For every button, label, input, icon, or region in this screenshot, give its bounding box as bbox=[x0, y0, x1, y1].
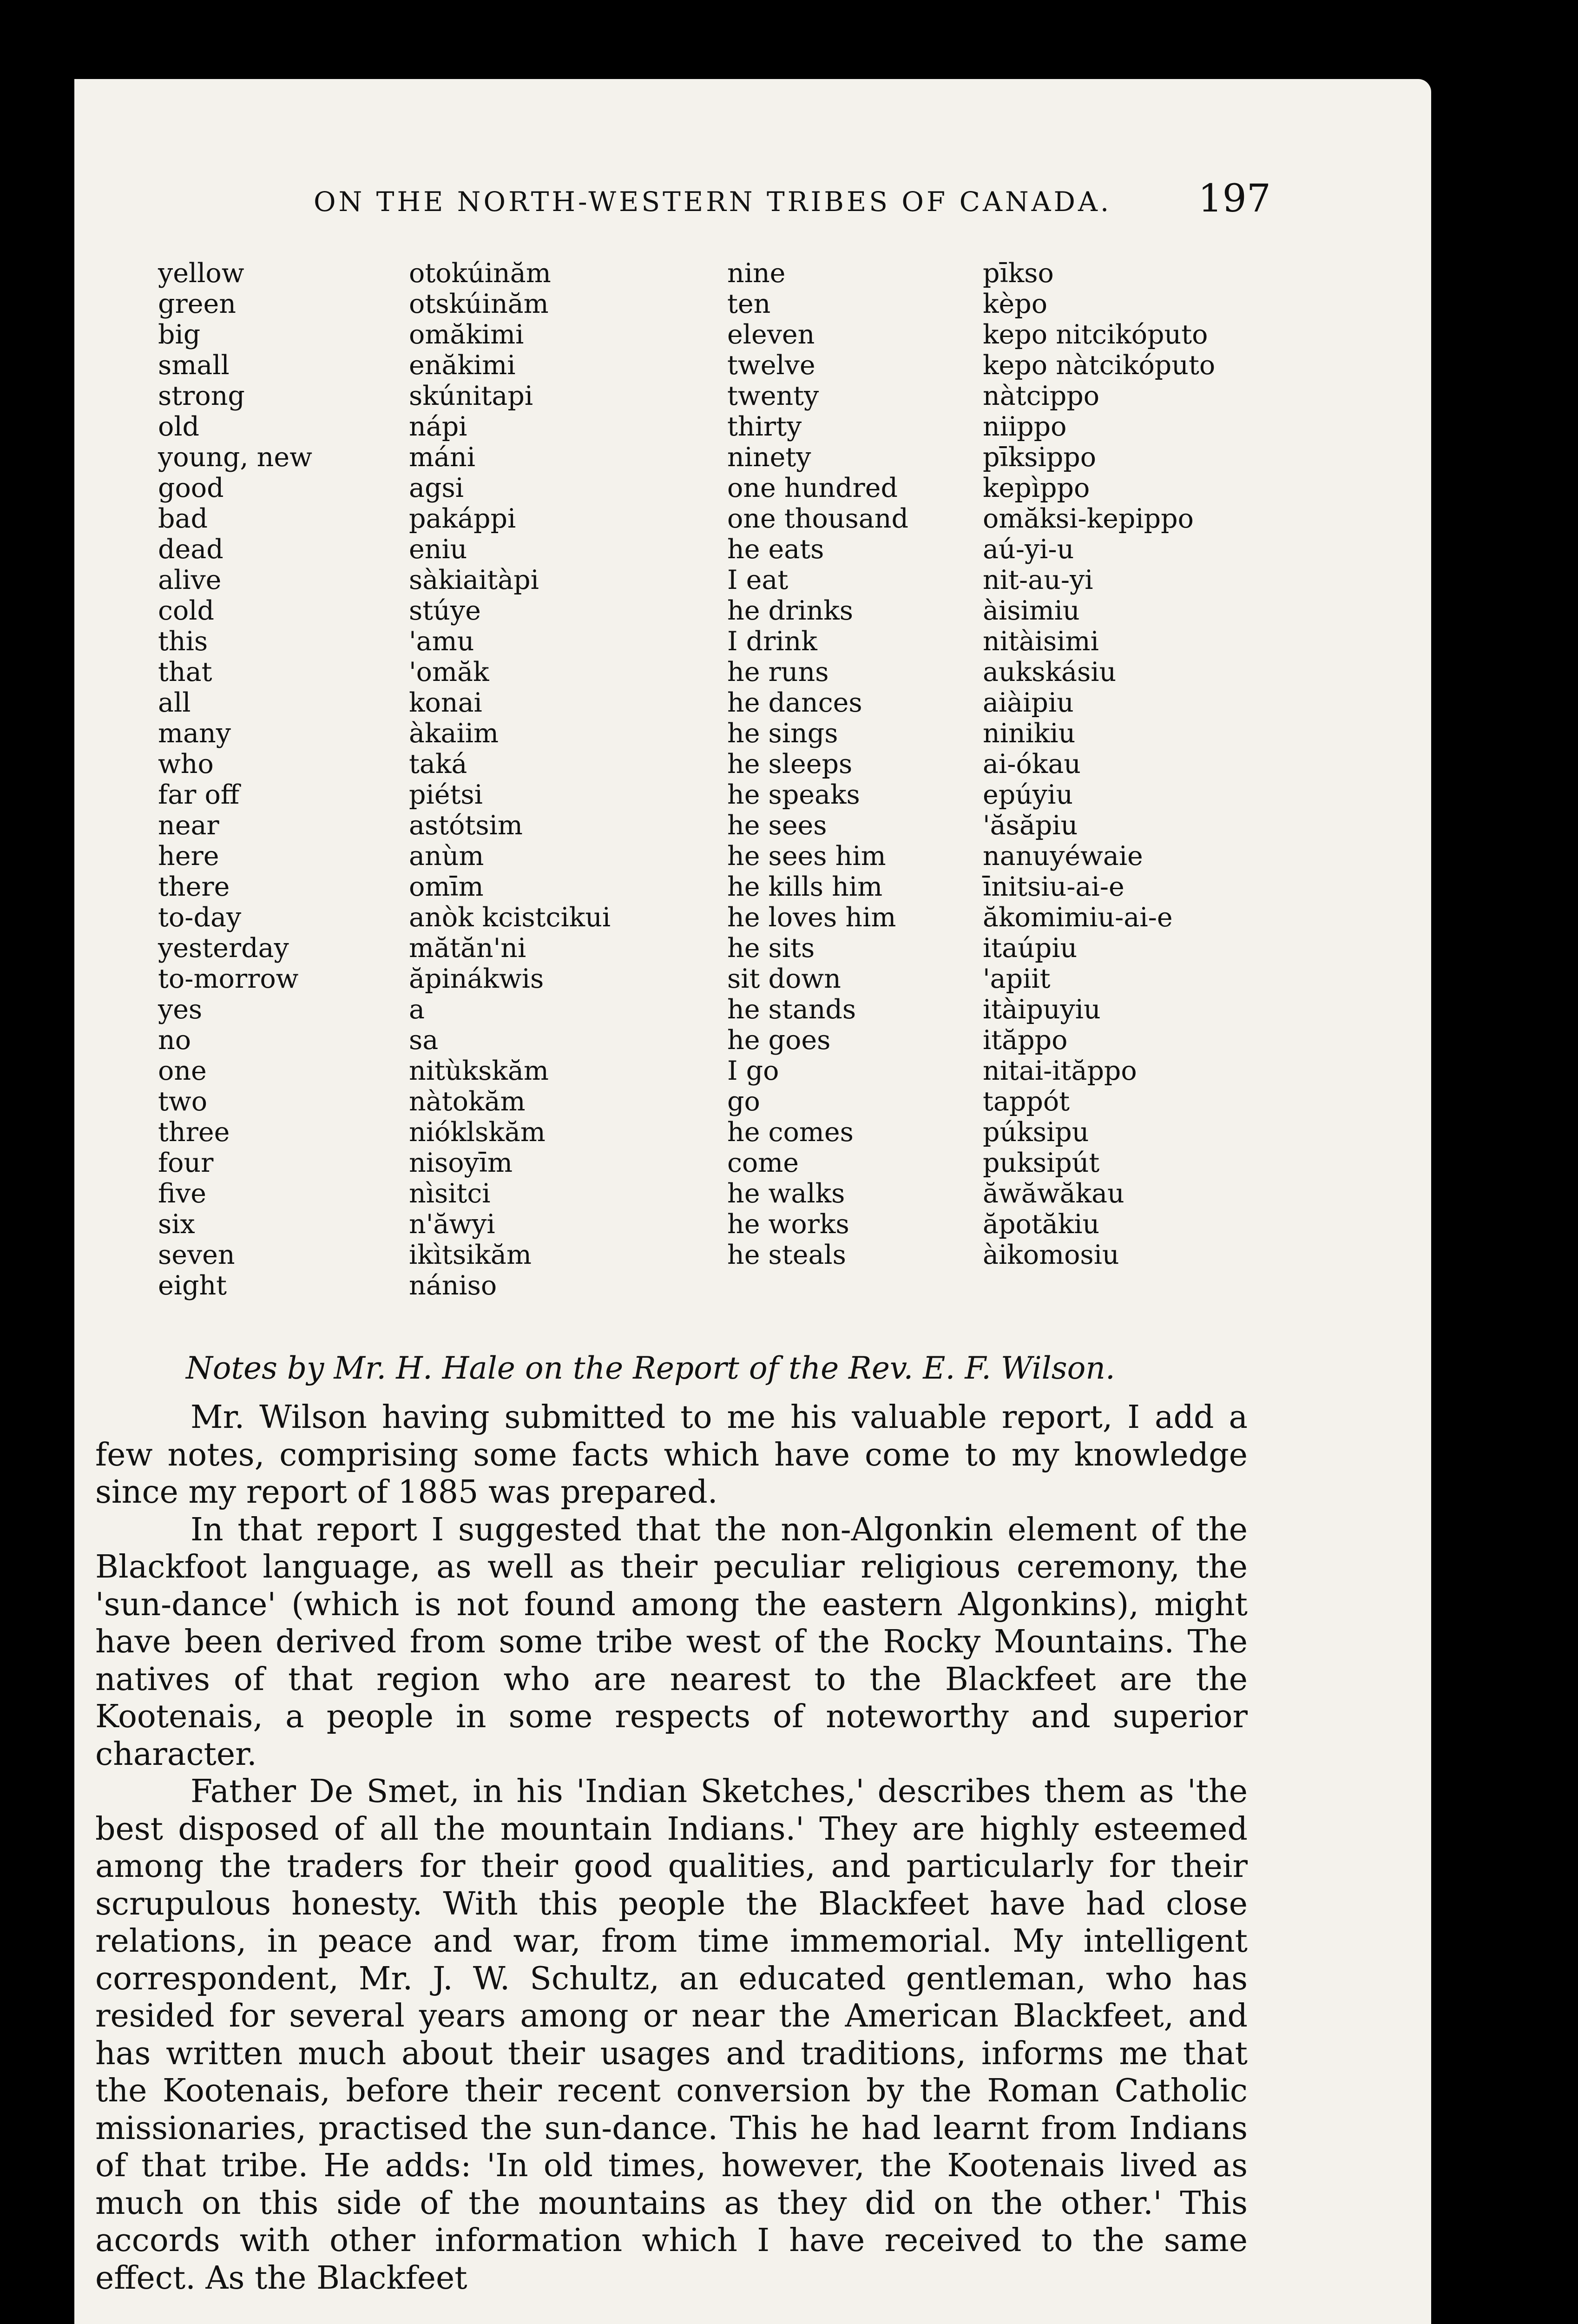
vocab-entry: nàtcippo bbox=[983, 381, 1100, 411]
vocab-col-english-1 bbox=[158, 258, 381, 1301]
vocab-entry: nióklskăm bbox=[409, 1117, 546, 1148]
vocab-entry: four bbox=[158, 1148, 214, 1178]
vocab-entry: taká bbox=[409, 749, 467, 779]
vocab-entry: otskúinăm bbox=[409, 289, 549, 319]
vocab-entry: nitai-ităppo bbox=[983, 1056, 1137, 1086]
vocab-entry: nitùkskăm bbox=[409, 1056, 549, 1086]
vocab-entry: sit down bbox=[727, 964, 841, 994]
vocab-entry: aú-yi-u bbox=[983, 534, 1074, 565]
vocab-entry: alive bbox=[158, 565, 222, 595]
vocab-entry: nàtokăm bbox=[409, 1086, 526, 1117]
vocab-entry: ăpinákwis bbox=[409, 964, 544, 994]
vocab-entry: five bbox=[158, 1178, 206, 1209]
vocab-entry: ai-ókau bbox=[983, 749, 1081, 779]
vocab-entry: ăwăwăkau bbox=[983, 1178, 1124, 1209]
vocab-entry: he stands bbox=[727, 994, 856, 1025]
vocab-entry: thirty bbox=[727, 411, 802, 442]
vocab-col-native-2 bbox=[983, 258, 1271, 1270]
vocab-entry: nisoyīm bbox=[409, 1148, 513, 1178]
vocab-entry: niippo bbox=[983, 411, 1067, 442]
vocab-entry: there bbox=[158, 872, 230, 902]
vocab-entry: itàipuyiu bbox=[983, 994, 1101, 1025]
vocab-entry: twenty bbox=[727, 381, 819, 411]
vocab-entry: ikìtsikăm bbox=[409, 1240, 532, 1270]
vocab-entry: come bbox=[727, 1148, 799, 1178]
vocab-entry: aukskásiu bbox=[983, 657, 1117, 687]
page-header bbox=[235, 177, 1271, 223]
vocab-entry: he sleeps bbox=[727, 749, 853, 779]
vocab-entry: anòk kcistcikui bbox=[409, 902, 611, 933]
vocab-entry: he sits bbox=[727, 933, 815, 964]
vocab-entry: īnitsiu-ai-e bbox=[983, 872, 1124, 902]
vocab-entry: n'ăwyi bbox=[409, 1209, 495, 1240]
vocab-entry: to-day bbox=[158, 902, 242, 933]
vocab-entry: two bbox=[158, 1086, 208, 1117]
vocab-entry: otokúinăm bbox=[409, 258, 551, 289]
vocab-entry: nanuyéwaie bbox=[983, 841, 1143, 872]
vocab-entry: strong bbox=[158, 381, 245, 411]
vocab-entry: young, new bbox=[158, 442, 312, 473]
vocab-entry: nine bbox=[727, 258, 786, 289]
vocab-entry: one bbox=[158, 1056, 207, 1086]
vocab-entry: one hundred bbox=[727, 473, 898, 503]
vocab-entry: many bbox=[158, 718, 231, 749]
vocab-entry: sàkiaitàpi bbox=[409, 565, 539, 595]
vocab-entry: yes bbox=[158, 994, 203, 1025]
vocab-entry: to-morrow bbox=[158, 964, 299, 994]
vocab-entry: àikomosiu bbox=[983, 1240, 1119, 1270]
vocab-entry: seven bbox=[158, 1240, 235, 1270]
vocab-entry: he speaks bbox=[727, 779, 860, 810]
vocab-entry: he sees bbox=[727, 810, 827, 841]
vocab-entry: pīkso bbox=[983, 258, 1054, 289]
vocab-entry: sa bbox=[409, 1025, 439, 1056]
vocab-entry: 'apiit bbox=[983, 964, 1051, 994]
vocab-entry: nápi bbox=[409, 411, 467, 442]
vocab-entry: near bbox=[158, 810, 219, 841]
vocab-entry: anùm bbox=[409, 841, 484, 872]
vocab-entry: he loves him bbox=[727, 902, 896, 933]
vocab-entry: go bbox=[727, 1086, 760, 1117]
vocab-entry: kepo nàtcikóputo bbox=[983, 350, 1216, 381]
vocab-entry: ităppo bbox=[983, 1025, 1068, 1056]
vocab-entry: that bbox=[158, 657, 212, 687]
vocab-entry: 'omăk bbox=[409, 657, 489, 687]
vocab-entry: itaúpiu bbox=[983, 933, 1078, 964]
vocab-entry: he goes bbox=[727, 1025, 831, 1056]
vocab-entry: six bbox=[158, 1209, 195, 1240]
vocab-entry: nìsitci bbox=[409, 1178, 491, 1209]
vocab-entry: àkaiim bbox=[409, 718, 499, 749]
vocab-entry: he works bbox=[727, 1209, 849, 1240]
vocab-entry: kèpo bbox=[983, 289, 1048, 319]
vocab-entry: green bbox=[158, 289, 236, 319]
vocab-entry: who bbox=[158, 749, 214, 779]
vocab-entry: this bbox=[158, 626, 208, 657]
paragraph: Father De Smet, in his 'Indian Sketches,' describes them as 'the best disposed of all the mountain Indians.' They are highly esteemed among the traders for their good qualities, and particularly for their scrupulous honesty. With this people the Blackfeet have had close relations, in peace and war, from time immemorial. My intelligent correspondent, Mr. J. W. Schultz, an educated gentleman, who has resided for several years among or near the American Blackfeet, and has written much about their usages and traditions, informs me that the Kootenais, before their recent conversion by the Roman Catholic missionaries, practised the sun-dance. This he had learnt from Indians of that tribe. He adds: 'In old times, however, the Kootenais lived as much on this side of the mountains as they did on the other.' This accords with other information which I have received to the same effect. As the Blackfeet bbox=[95, 1773, 1248, 2297]
vocab-entry: tappót bbox=[983, 1086, 1070, 1117]
notes-body bbox=[95, 1399, 1248, 2297]
vocab-entry: 'ăsăpiu bbox=[983, 810, 1078, 841]
vocab-entry: ten bbox=[727, 289, 771, 319]
vocab-entry: eniu bbox=[409, 534, 467, 565]
vocab-entry: yellow bbox=[158, 258, 244, 289]
vocab-entry: astótsim bbox=[409, 810, 523, 841]
vocab-entry: he sings bbox=[727, 718, 838, 749]
vocab-entry: máni bbox=[409, 442, 475, 473]
vocab-entry: all bbox=[158, 687, 191, 718]
vocab-entry: cold bbox=[158, 595, 214, 626]
vocab-entry: piétsi bbox=[409, 779, 483, 810]
vocab-entry: púksipu bbox=[983, 1117, 1089, 1148]
vocab-entry: he dances bbox=[727, 687, 862, 718]
vocab-entry: he runs bbox=[727, 657, 829, 687]
vocab-entry: far off bbox=[158, 779, 240, 810]
vocab-entry: he eats bbox=[727, 534, 824, 565]
vocab-entry: three bbox=[158, 1117, 230, 1148]
vocab-entry: nitàisimi bbox=[983, 626, 1099, 657]
vocab-entry: big bbox=[158, 319, 201, 350]
vocab-entry: nániso bbox=[409, 1270, 497, 1301]
vocab-entry: I go bbox=[727, 1056, 779, 1086]
vocab-entry: omăksi-kepippo bbox=[983, 503, 1194, 534]
vocab-entry: ninikiu bbox=[983, 718, 1076, 749]
vocab-entry: nit-au-yi bbox=[983, 565, 1093, 595]
vocab-entry: omăkimi bbox=[409, 319, 524, 350]
vocab-entry: kepo nitcikóputo bbox=[983, 319, 1208, 350]
paragraph: Mr. Wilson having submitted to me his valuable report, I add a few notes, comprising some facts which have come to my knowledge since my report of 1885 was prepared. bbox=[95, 1399, 1248, 1511]
vocab-entry: ăpotăkiu bbox=[983, 1209, 1100, 1240]
vocab-entry: dead bbox=[158, 534, 224, 565]
vocab-entry: small bbox=[158, 350, 230, 381]
vocab-entry: stúye bbox=[409, 595, 481, 626]
vocab-entry: mătăn'ni bbox=[409, 933, 526, 964]
vocab-entry: aiàipiu bbox=[983, 687, 1074, 718]
vocab-entry: he walks bbox=[727, 1178, 845, 1209]
vocab-entry: omīm bbox=[409, 872, 484, 902]
vocab-entry: kepìppo bbox=[983, 473, 1090, 503]
vocab-col-english-2 bbox=[727, 258, 978, 1270]
vocab-entry: 'amu bbox=[409, 626, 474, 657]
vocab-entry: eight bbox=[158, 1270, 227, 1301]
vocab-entry: no bbox=[158, 1025, 191, 1056]
vocab-entry: I eat bbox=[727, 565, 789, 595]
vocab-entry: ninety bbox=[727, 442, 811, 473]
vocab-entry: good bbox=[158, 473, 224, 503]
vocab-entry: he drinks bbox=[727, 595, 854, 626]
vocab-entry: àisimiu bbox=[983, 595, 1080, 626]
running-title: ON THE NORTH-WESTERN TRIBES OF CANADA. bbox=[314, 186, 1112, 218]
vocab-entry: agsi bbox=[409, 473, 464, 503]
vocab-col-native-1 bbox=[409, 258, 706, 1301]
vocab-entry: konai bbox=[409, 687, 482, 718]
page-number: 197 bbox=[1198, 177, 1271, 221]
vocab-entry: pakáppi bbox=[409, 503, 516, 534]
notes-title: Notes by Mr. H. Hale on the Report of the Rev. E. F. Wilson. bbox=[186, 1350, 1115, 1386]
vocab-entry: ăkomimiu-ai-e bbox=[983, 902, 1173, 933]
vocab-entry: he steals bbox=[727, 1240, 846, 1270]
vocab-entry: twelve bbox=[727, 350, 815, 381]
vocab-entry: puksipút bbox=[983, 1148, 1100, 1178]
vocab-entry: he kills him bbox=[727, 872, 883, 902]
vocab-entry: here bbox=[158, 841, 219, 872]
vocab-entry: a bbox=[409, 994, 425, 1025]
vocab-entry: bad bbox=[158, 503, 208, 534]
paragraph: In that report I suggested that the non-Algonkin element of the Blackfoot language, as well as their peculiar religious ceremony, the 'sun-dance' (which is not found among the eastern Algonkins), might have been derived from some tribe west of the Rocky Mountains. The natives of that region who are nearest to the Blackfeet are the Kootenais, a people in some respects of noteworthy and superior character. bbox=[95, 1511, 1248, 1773]
vocab-entry: he sees him bbox=[727, 841, 886, 872]
vocab-entry: skúnitapi bbox=[409, 381, 533, 411]
vocab-entry: one thousand bbox=[727, 503, 908, 534]
vocab-entry: I drink bbox=[727, 626, 817, 657]
vocab-entry: he comes bbox=[727, 1117, 854, 1148]
vocab-entry: enăkimi bbox=[409, 350, 516, 381]
vocab-entry: yesterday bbox=[158, 933, 289, 964]
vocab-entry: eleven bbox=[727, 319, 815, 350]
vocab-entry: epúyiu bbox=[983, 779, 1073, 810]
vocab-entry: pīksippo bbox=[983, 442, 1097, 473]
vocab-entry: old bbox=[158, 411, 200, 442]
